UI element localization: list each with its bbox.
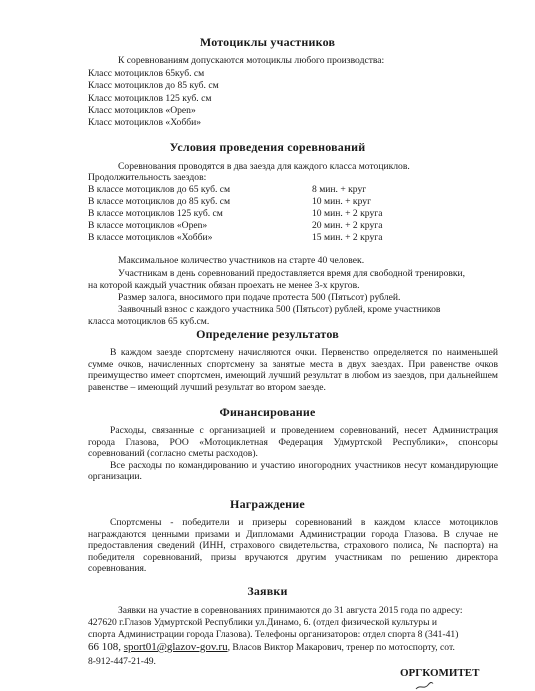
participants-intro: К соревнованиям допускаются мотоциклы любого производства: [118,55,385,66]
heading-financing: Финансирование [219,405,316,419]
race-duration: 10 мин. + круг [312,196,372,207]
class-item: Класс мотоциклов 125 куб. см [88,93,212,104]
phone-suffix: 66 108, [88,641,124,653]
race-class: В классе мотоциклов «Хобби» [88,232,213,243]
results-paragraph [88,347,498,393]
class-item: Класс мотоциклов «Хобби» [88,117,202,128]
race-class: В классе мотоциклов «Open» [88,220,208,231]
race-class: В классе мотоциклов до 85 куб. см [88,196,231,207]
awards-paragraph [88,517,498,575]
applications-line1: Заявки на участие в соревнованиях принимаются до 31 августа 2015 года по адресу: [118,605,463,616]
max-participants: Максимальное количество участников на старте 40 человек. [118,255,365,266]
financing-text1: Расходы, связанные с организацией и проведением соревнований, несет Администрация города Глазова, РОО «Мотоциклетная Федерация Удмуртской Республики», спонсоры соревнований (согласно сметы расходов). [88,425,498,460]
contact-person: , Власов Виктор Макарович, тренер по мотоспорту, сот. [227,642,455,653]
applications-line2: 427620 г.Глазов Удмуртской Республики ул.Динамо, 6. (отдел физической культуры и [88,617,438,628]
applications-line5: 8-912-447-21-49. [88,656,156,667]
heading-conditions: Условия проведения соревнований [169,140,366,154]
awards-text: Спортсмены - победители и призеры соревнований в каждом классе мотоциклов награждаются ценными призами и Дипломами Администрации города Глазова. В случае не предоставления сведений (ИНН, страхового свидетельства, страхового полиса, № паспорта) на победителя соревнований, призы вручаются другим участникам по решению директора соревнования. [88,517,498,575]
race-duration: 20 мин. + 2 круга [312,220,383,231]
class-item: Класс мотоциклов «Open» [88,105,196,116]
race-duration: 15 мин. + 2 круга [312,232,383,243]
heading-participants: Мотоциклы участников [199,35,336,49]
results-text: В каждом заезде спортсмену начисляются очки. Первенство определяется по наименьшей сумме очков, начисленных спортсмену за занятые места в двух заездах. При равенстве очков преимущество имеет спортсмен, имеющий лучший результат в любом из заездов, при дальнейшем равенстве – имеющий лучший результат во втором заезде. [88,347,498,393]
fee-line2: класса мотоциклов 65 куб.см. [88,316,210,327]
race-duration: 8 мин. + круг [312,184,367,195]
class-item: Класс мотоциклов 65куб. см [88,68,205,79]
heading-applications: Заявки [247,584,288,598]
training-line1: Участникам в день соревнований предоставляется время для свободной тренировки, [118,268,466,279]
conditions-duration-label: Продолжительность заездов: [88,172,207,183]
financing-paragraph [88,425,498,483]
email-link[interactable]: sport01@glazov-gov.ru [123,641,228,653]
heading-awards: Награждение [230,497,305,511]
handwritten-mark [414,682,434,691]
race-duration: 10 мин. + 2 круга [312,208,383,219]
deposit: Размер залога, вносимого при подаче протеста 500 (Пятьсот) рублей. [118,292,401,303]
applications-line3: спорта Администрации города Глазова). Телефоны организаторов: отдел спорта 8 (341-41) [88,629,459,640]
fee-line1: Заявочный взнос с каждого участника 500 (Пятьсот) рублей, кроме участников [118,304,441,315]
financing-text2: Все расходы по командированию и участию иногородних участников несут командирующие организации. [88,459,498,483]
signature-committee: ОРГКОМИТЕТ [400,667,480,679]
applications-line4 [88,642,455,654]
heading-results: Определение результатов [196,327,339,341]
training-line2: на которой каждый участник обязан проехать не менее 3-х кругов. [88,280,360,291]
class-item: Класс мотоциклов до 85 куб. см [88,80,219,91]
race-class: В классе мотоциклов 125 куб. см [88,208,223,219]
race-class: В классе мотоциклов до 65 куб. см [88,184,231,195]
conditions-intro: Соревнования проводятся в два заезда для каждого класса мотоциклов. [118,161,410,172]
